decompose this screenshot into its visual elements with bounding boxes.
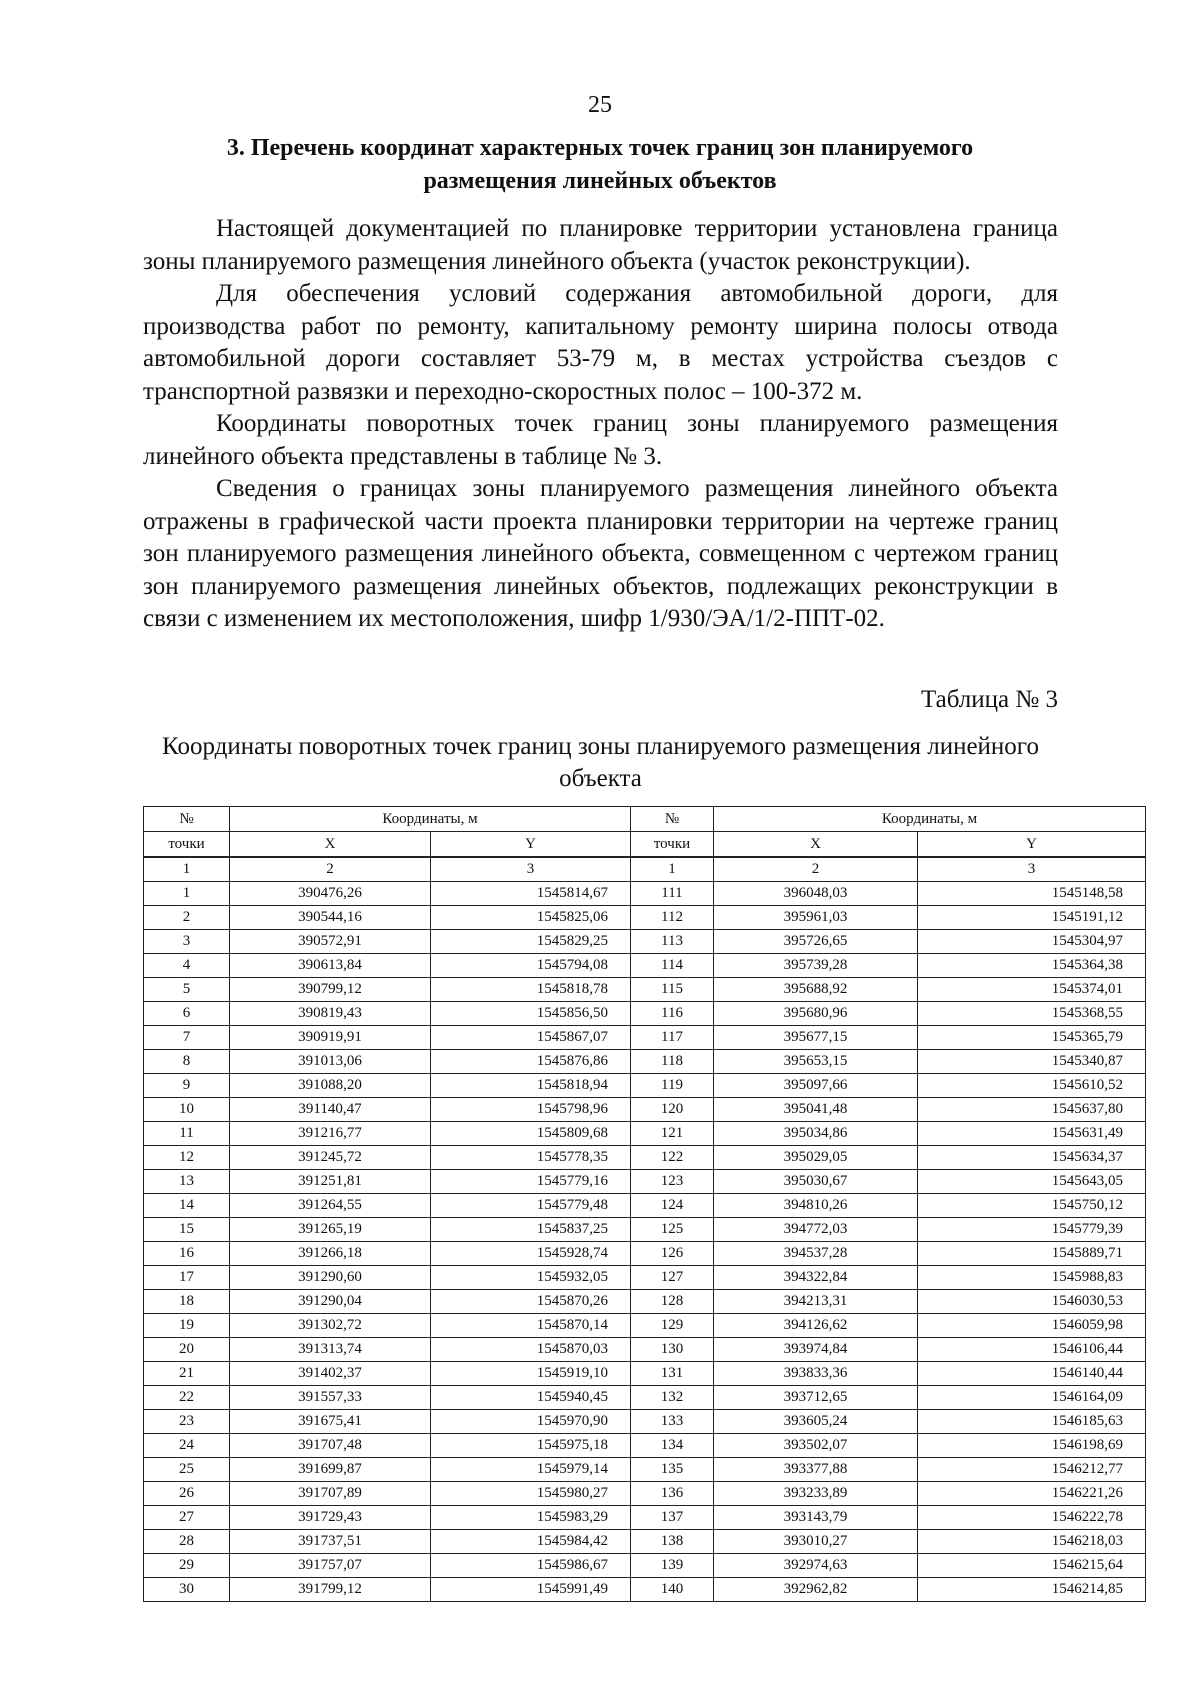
y-coordinate-left: 1545979,14 [431, 1458, 631, 1482]
section-title [150, 132, 1050, 198]
x-coordinate-right: 393605,24 [714, 1410, 918, 1434]
x-coordinate-right: 393233,89 [714, 1482, 918, 1506]
table-row [144, 1530, 1146, 1554]
y-coordinate-left: 1545870,26 [431, 1290, 631, 1314]
y-coordinate-left: 1545870,14 [431, 1314, 631, 1338]
point-number-left: 17 [144, 1266, 230, 1290]
point-number-right: 116 [631, 1002, 714, 1026]
x-coordinate-left: 391799,12 [230, 1578, 431, 1602]
point-number-left: 26 [144, 1482, 230, 1506]
y-coordinate-left: 1545798,96 [431, 1098, 631, 1122]
y-coordinate-right: 1546222,78 [918, 1506, 1146, 1530]
x-coordinate-left: 391088,20 [230, 1074, 431, 1098]
point-number-right: 128 [631, 1290, 714, 1314]
x-coordinate-left: 391675,41 [230, 1410, 431, 1434]
header-point-no-right: № [631, 807, 714, 832]
point-number-left: 21 [144, 1362, 230, 1386]
paragraph-3: Координаты поворотных точек границ зоны планируемого размещения линейного объекта представлены в таблице № 3. [143, 410, 1058, 470]
table-row [144, 1146, 1146, 1170]
point-number-right: 113 [631, 930, 714, 954]
table-row [144, 1266, 1146, 1290]
table-row [144, 1074, 1146, 1098]
x-coordinate-left: 391302,72 [230, 1314, 431, 1338]
y-coordinate-left: 1545867,07 [431, 1026, 631, 1050]
table-row [144, 1554, 1146, 1578]
point-number-right: 124 [631, 1194, 714, 1218]
point-number-right: 138 [631, 1530, 714, 1554]
x-coordinate-right: 394772,03 [714, 1218, 918, 1242]
table-row [144, 1218, 1146, 1242]
point-number-left: 12 [144, 1146, 230, 1170]
y-coordinate-left: 1545928,74 [431, 1242, 631, 1266]
x-coordinate-right: 395688,92 [714, 978, 918, 1002]
table-row [144, 1098, 1146, 1122]
point-number-right: 122 [631, 1146, 714, 1170]
table-row [144, 1458, 1146, 1482]
y-coordinate-left: 1545983,29 [431, 1506, 631, 1530]
x-coordinate-left: 391290,04 [230, 1290, 431, 1314]
y-coordinate-right: 1546218,03 [918, 1530, 1146, 1554]
x-coordinate-right: 393010,27 [714, 1530, 918, 1554]
x-coordinate-left: 391707,48 [230, 1434, 431, 1458]
x-coordinate-right: 394537,28 [714, 1242, 918, 1266]
table-row [144, 930, 1146, 954]
x-coordinate-left: 391245,72 [230, 1146, 431, 1170]
y-coordinate-right: 1545610,52 [918, 1074, 1146, 1098]
point-number-left: 20 [144, 1338, 230, 1362]
point-number-left: 30 [144, 1578, 230, 1602]
x-coordinate-right: 395726,65 [714, 930, 918, 954]
point-number-right: 112 [631, 906, 714, 930]
table-row [144, 1410, 1146, 1434]
y-coordinate-right: 1545191,12 [918, 906, 1146, 930]
y-coordinate-left: 1545814,67 [431, 882, 631, 906]
point-number-right: 121 [631, 1122, 714, 1146]
x-coordinate-left: 391699,87 [230, 1458, 431, 1482]
point-number-right: 135 [631, 1458, 714, 1482]
x-coordinate-right: 394126,62 [714, 1314, 918, 1338]
table-row [144, 1290, 1146, 1314]
y-coordinate-right: 1545988,83 [918, 1266, 1146, 1290]
point-number-left: 3 [144, 930, 230, 954]
column-number: 1 [631, 857, 714, 882]
section-title-line-2: размещения линейных объектов [423, 168, 777, 194]
table-row [144, 1122, 1146, 1146]
header-y-right: Y [918, 832, 1146, 858]
table-body [144, 857, 1146, 1602]
table-row [144, 1482, 1146, 1506]
point-number-right: 119 [631, 1074, 714, 1098]
header-point-no-left: № [144, 807, 230, 832]
x-coordinate-left: 391264,55 [230, 1194, 431, 1218]
x-coordinate-left: 391402,37 [230, 1362, 431, 1386]
table-row [144, 1362, 1146, 1386]
table-row [144, 954, 1146, 978]
x-coordinate-right: 393143,79 [714, 1506, 918, 1530]
point-number-right: 136 [631, 1482, 714, 1506]
point-number-right: 137 [631, 1506, 714, 1530]
point-number-left: 10 [144, 1098, 230, 1122]
point-number-right: 111 [631, 882, 714, 906]
y-coordinate-left: 1545778,35 [431, 1146, 631, 1170]
header-point-right: точки [631, 832, 714, 858]
table-row [144, 1242, 1146, 1266]
point-number-left: 9 [144, 1074, 230, 1098]
x-coordinate-right: 395097,66 [714, 1074, 918, 1098]
y-coordinate-left: 1545975,18 [431, 1434, 631, 1458]
point-number-right: 140 [631, 1578, 714, 1602]
y-coordinate-left: 1545825,06 [431, 906, 631, 930]
y-coordinate-right: 1545637,80 [918, 1098, 1146, 1122]
point-number-left: 4 [144, 954, 230, 978]
x-coordinate-right: 395739,28 [714, 954, 918, 978]
y-coordinate-right: 1546221,26 [918, 1482, 1146, 1506]
point-number-right: 117 [631, 1026, 714, 1050]
point-number-left: 15 [144, 1218, 230, 1242]
point-number-right: 120 [631, 1098, 714, 1122]
y-coordinate-left: 1545970,90 [431, 1410, 631, 1434]
page-number: 25 [588, 92, 612, 118]
x-coordinate-right: 394322,84 [714, 1266, 918, 1290]
y-coordinate-right: 1545889,71 [918, 1242, 1146, 1266]
point-number-right: 129 [631, 1314, 714, 1338]
point-number-right: 130 [631, 1338, 714, 1362]
point-number-left: 25 [144, 1458, 230, 1482]
x-coordinate-left: 390799,12 [230, 978, 431, 1002]
table-row [144, 1506, 1146, 1530]
y-coordinate-left: 1545779,48 [431, 1194, 631, 1218]
point-number-left: 29 [144, 1554, 230, 1578]
x-coordinate-right: 392962,82 [714, 1578, 918, 1602]
x-coordinate-right: 395653,15 [714, 1050, 918, 1074]
x-coordinate-right: 395029,05 [714, 1146, 918, 1170]
table-row [144, 1578, 1146, 1602]
y-coordinate-left: 1545986,67 [431, 1554, 631, 1578]
x-coordinate-left: 391251,81 [230, 1170, 431, 1194]
header-y-left: Y [431, 832, 631, 858]
table-header-row-1 [144, 807, 1146, 832]
y-coordinate-left: 1545829,25 [431, 930, 631, 954]
x-coordinate-right: 395680,96 [714, 1002, 918, 1026]
x-coordinate-left: 391290,60 [230, 1266, 431, 1290]
x-coordinate-right: 395677,15 [714, 1026, 918, 1050]
y-coordinate-right: 1545750,12 [918, 1194, 1146, 1218]
table-row [144, 1386, 1146, 1410]
point-number-left: 16 [144, 1242, 230, 1266]
header-coordinates-left: Координаты, м [230, 807, 631, 832]
y-coordinate-left: 1545876,86 [431, 1050, 631, 1074]
y-coordinate-right: 1545368,55 [918, 1002, 1146, 1026]
header-coordinates-right: Координаты, м [714, 807, 1146, 832]
x-coordinate-left: 391313,74 [230, 1338, 431, 1362]
point-number-left: 22 [144, 1386, 230, 1410]
coordinates-table [143, 806, 1146, 1602]
y-coordinate-right: 1545631,49 [918, 1122, 1146, 1146]
point-number-right: 115 [631, 978, 714, 1002]
x-coordinate-right: 394213,31 [714, 1290, 918, 1314]
y-coordinate-right: 1546185,63 [918, 1410, 1146, 1434]
paragraph-1: Настоящей документацией по планировке территории установлена граница зоны планируемого размещения линейного объекта (участок реконструкции). [143, 215, 1058, 275]
y-coordinate-right: 1545365,79 [918, 1026, 1146, 1050]
section-title-line-1: 3. Перечень координат характерных точек границ зон планируемого [226, 135, 974, 161]
y-coordinate-right: 1545374,01 [918, 978, 1146, 1002]
header-x-right: X [714, 832, 918, 858]
x-coordinate-left: 391729,43 [230, 1506, 431, 1530]
column-number: 2 [230, 857, 431, 882]
y-coordinate-right: 1545364,38 [918, 954, 1146, 978]
x-coordinate-right: 395030,67 [714, 1170, 918, 1194]
table-row [144, 1314, 1146, 1338]
point-number-right: 125 [631, 1218, 714, 1242]
header-x-left: X [230, 832, 431, 858]
point-number-left: 13 [144, 1170, 230, 1194]
point-number-left: 6 [144, 1002, 230, 1026]
y-coordinate-right: 1546198,69 [918, 1434, 1146, 1458]
y-coordinate-left: 1545837,25 [431, 1218, 631, 1242]
table-caption [143, 731, 1058, 795]
point-number-left: 18 [144, 1290, 230, 1314]
x-coordinate-left: 390476,26 [230, 882, 431, 906]
table-caption-line-2: объекта [559, 765, 642, 792]
y-coordinate-left: 1545818,94 [431, 1074, 631, 1098]
x-coordinate-right: 393974,84 [714, 1338, 918, 1362]
point-number-right: 133 [631, 1410, 714, 1434]
x-coordinate-left: 391557,33 [230, 1386, 431, 1410]
point-number-left: 8 [144, 1050, 230, 1074]
y-coordinate-right: 1545634,37 [918, 1146, 1146, 1170]
point-number-left: 2 [144, 906, 230, 930]
y-coordinate-left: 1545856,50 [431, 1002, 631, 1026]
point-number-right: 134 [631, 1434, 714, 1458]
y-coordinate-right: 1546106,44 [918, 1338, 1146, 1362]
x-coordinate-left: 390819,43 [230, 1002, 431, 1026]
y-coordinate-right: 1546030,53 [918, 1290, 1146, 1314]
paragraph-2: Для обеспечения условий содержания автомобильной дороги, для производства работ по ремонту, капитальному ремонту ширина полосы отвода автомобильной дороги составляет 53-79 м, в местах устройства съездов с транспортной развязки и переходно-скоростных полос – 100-372 м. [143, 280, 1058, 405]
y-coordinate-left: 1545870,03 [431, 1338, 631, 1362]
y-coordinate-right: 1545340,87 [918, 1050, 1146, 1074]
y-coordinate-right: 1545643,05 [918, 1170, 1146, 1194]
x-coordinate-right: 392974,63 [714, 1554, 918, 1578]
y-coordinate-right: 1545304,97 [918, 930, 1146, 954]
column-number: 1 [144, 857, 230, 882]
point-number-right: 127 [631, 1266, 714, 1290]
point-number-left: 11 [144, 1122, 230, 1146]
x-coordinate-left: 391265,19 [230, 1218, 431, 1242]
point-number-left: 1 [144, 882, 230, 906]
point-number-right: 126 [631, 1242, 714, 1266]
point-number-left: 5 [144, 978, 230, 1002]
point-number-left: 23 [144, 1410, 230, 1434]
table-row [144, 1050, 1146, 1074]
y-coordinate-right: 1546214,85 [918, 1578, 1146, 1602]
x-coordinate-right: 395034,86 [714, 1122, 918, 1146]
y-coordinate-left: 1545779,16 [431, 1170, 631, 1194]
y-coordinate-left: 1545932,05 [431, 1266, 631, 1290]
y-coordinate-right: 1546212,77 [918, 1458, 1146, 1482]
x-coordinate-right: 393502,07 [714, 1434, 918, 1458]
x-coordinate-left: 390572,91 [230, 930, 431, 954]
x-coordinate-left: 391140,47 [230, 1098, 431, 1122]
y-coordinate-left: 1545984,42 [431, 1530, 631, 1554]
table-row [144, 1002, 1146, 1026]
x-coordinate-right: 395961,03 [714, 906, 918, 930]
table-caption-line-1: Координаты поворотных точек границ зоны планируемого размещения линейного [162, 733, 1039, 760]
y-coordinate-left: 1545818,78 [431, 978, 631, 1002]
x-coordinate-left: 390613,84 [230, 954, 431, 978]
y-coordinate-left: 1545980,27 [431, 1482, 631, 1506]
table-row [144, 978, 1146, 1002]
table-row [144, 1434, 1146, 1458]
y-coordinate-right: 1546140,44 [918, 1362, 1146, 1386]
y-coordinate-right: 1546164,09 [918, 1386, 1146, 1410]
x-coordinate-left: 391707,89 [230, 1482, 431, 1506]
point-number-left: 14 [144, 1194, 230, 1218]
y-coordinate-left: 1545809,68 [431, 1122, 631, 1146]
x-coordinate-right: 394810,26 [714, 1194, 918, 1218]
y-coordinate-left: 1545919,10 [431, 1362, 631, 1386]
x-coordinate-left: 391216,77 [230, 1122, 431, 1146]
point-number-left: 24 [144, 1434, 230, 1458]
x-coordinate-right: 393377,88 [714, 1458, 918, 1482]
table-row [144, 882, 1146, 906]
column-number-row [144, 857, 1146, 882]
table-row [144, 1194, 1146, 1218]
table-row [144, 1170, 1146, 1194]
x-coordinate-left: 390919,91 [230, 1026, 431, 1050]
y-coordinate-right: 1545779,39 [918, 1218, 1146, 1242]
point-number-left: 27 [144, 1506, 230, 1530]
y-coordinate-right: 1545148,58 [918, 882, 1146, 906]
paragraph-4: Сведения о границах зоны планируемого размещения линейного объекта отражены в графической части проекта планировки территории на чертеже границ зон планируемого размещения линейного объекта, совмещенном с чертежом границ зон планируемого размещения линейных объектов, подлежащих реконструкции в связи с изменением их местоположения, шифр 1/930/ЭА/1/2-ППТ-02. [143, 475, 1058, 632]
column-number: 2 [714, 857, 918, 882]
x-coordinate-left: 390544,16 [230, 906, 431, 930]
column-number: 3 [431, 857, 631, 882]
y-coordinate-left: 1545794,08 [431, 954, 631, 978]
x-coordinate-left: 391266,18 [230, 1242, 431, 1266]
y-coordinate-left: 1545991,49 [431, 1578, 631, 1602]
x-coordinate-right: 393712,65 [714, 1386, 918, 1410]
table-row [144, 1338, 1146, 1362]
point-number-right: 114 [631, 954, 714, 978]
x-coordinate-right: 396048,03 [714, 882, 918, 906]
column-number: 3 [918, 857, 1146, 882]
table-row [144, 906, 1146, 930]
point-number-right: 118 [631, 1050, 714, 1074]
point-number-left: 19 [144, 1314, 230, 1338]
table-row [144, 1026, 1146, 1050]
point-number-right: 131 [631, 1362, 714, 1386]
point-number-left: 28 [144, 1530, 230, 1554]
y-coordinate-right: 1546059,98 [918, 1314, 1146, 1338]
x-coordinate-left: 391757,07 [230, 1554, 431, 1578]
point-number-left: 7 [144, 1026, 230, 1050]
x-coordinate-left: 391737,51 [230, 1530, 431, 1554]
y-coordinate-right: 1546215,64 [918, 1554, 1146, 1578]
point-number-right: 132 [631, 1386, 714, 1410]
table-label: Таблица № 3 [920, 686, 1058, 713]
body-text [143, 213, 1058, 636]
point-number-right: 123 [631, 1170, 714, 1194]
point-number-right: 139 [631, 1554, 714, 1578]
y-coordinate-left: 1545940,45 [431, 1386, 631, 1410]
header-point-left: точки [144, 832, 230, 858]
x-coordinate-right: 395041,48 [714, 1098, 918, 1122]
table-header-row-2 [144, 832, 1146, 858]
x-coordinate-left: 391013,06 [230, 1050, 431, 1074]
x-coordinate-right: 393833,36 [714, 1362, 918, 1386]
